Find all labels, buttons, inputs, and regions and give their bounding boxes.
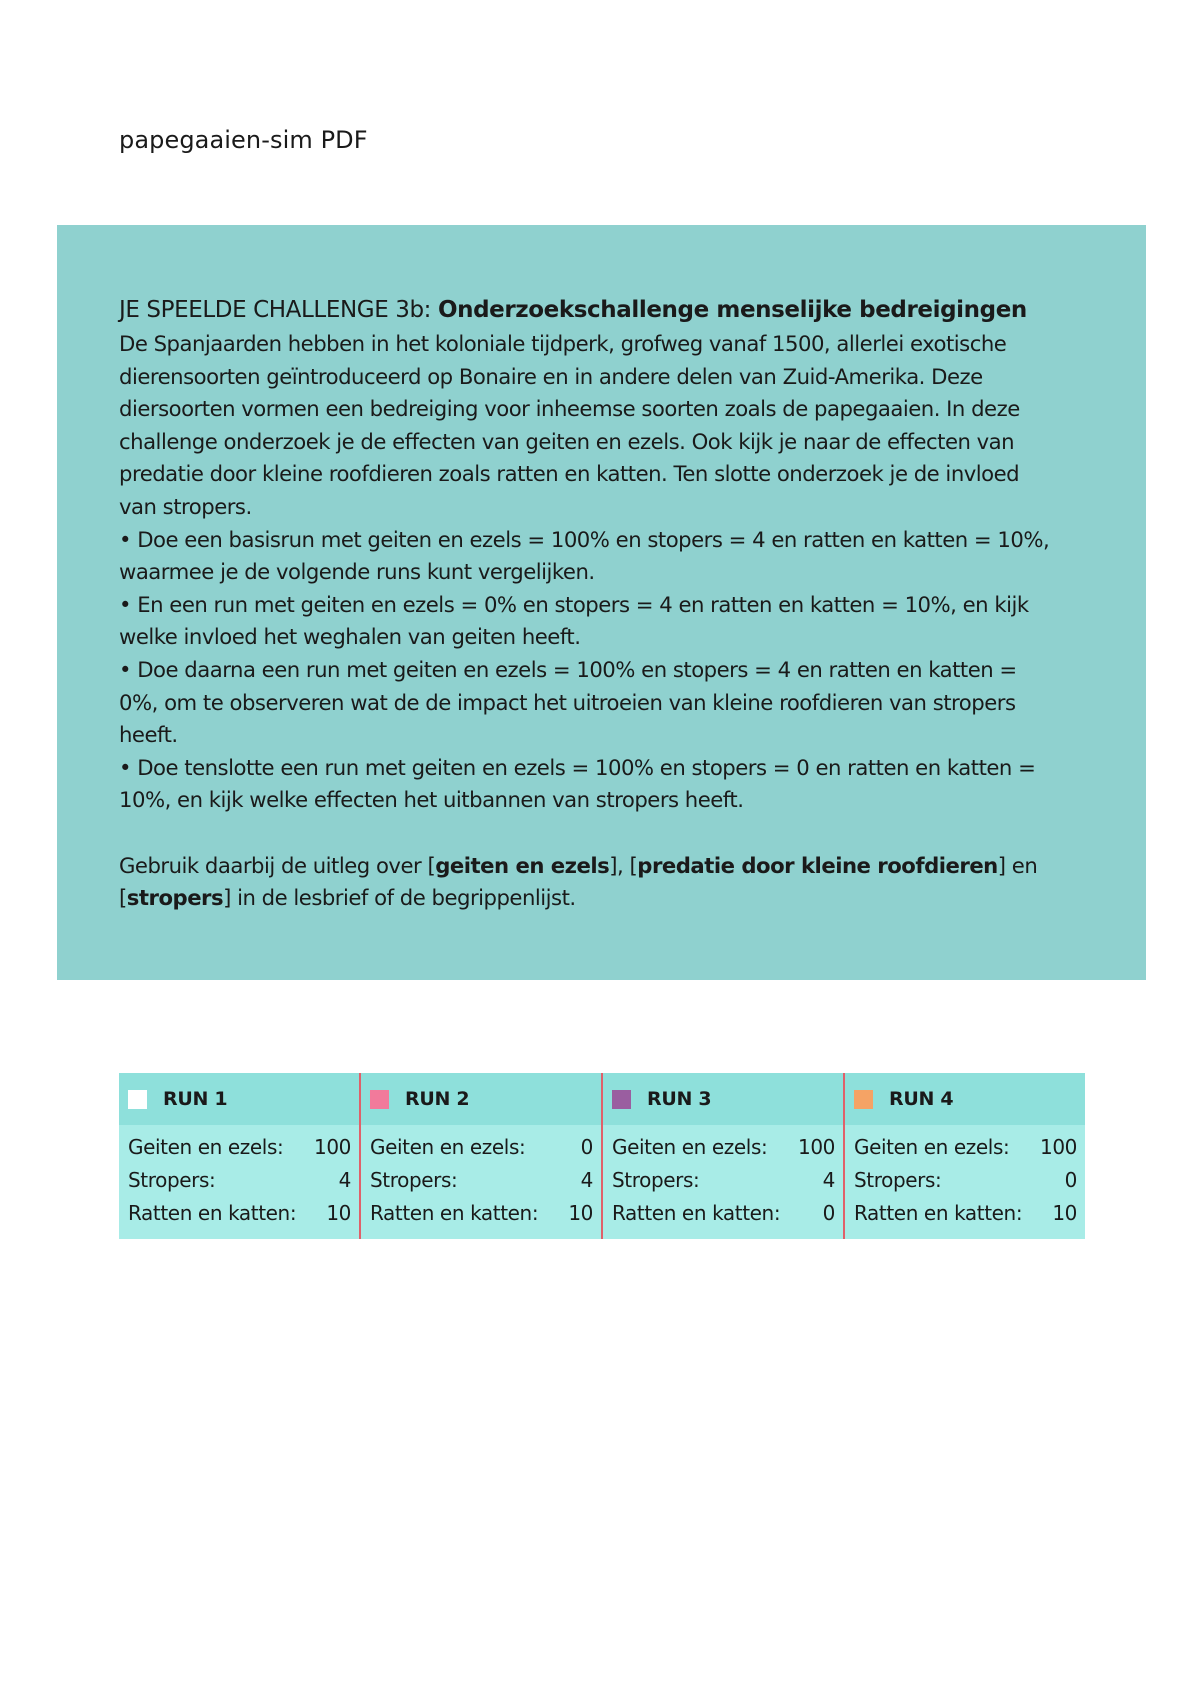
- run-setting-row: [370, 1164, 593, 1197]
- intro-line: predatie door kleine roofdieren zoals ratten en katten. Ten slotte onderzoek je de invloed: [119, 461, 1020, 487]
- setting-value: 4: [822, 1168, 835, 1192]
- challenge-box: [57, 225, 1146, 980]
- link-term-predatie: predatie door kleine roofdieren: [637, 852, 998, 878]
- link-term-geiten-en-ezels: geiten en ezels: [435, 852, 610, 878]
- document-title: papegaaien-sim PDF: [119, 126, 368, 154]
- run-setting-row: [128, 1164, 351, 1197]
- run-column-2: [359, 1073, 601, 1239]
- run-settings: [119, 1125, 359, 1239]
- setting-label: Stropers:: [612, 1168, 700, 1192]
- run-color-swatch: [854, 1090, 873, 1109]
- run-column-1: [119, 1073, 359, 1239]
- run-setting-row: [612, 1131, 835, 1164]
- run-settings: [361, 1125, 601, 1239]
- setting-label: Geiten en ezels:: [128, 1135, 284, 1159]
- intro-line: De Spanjaarden hebben in het koloniale tijdperk, grofweg vanaf 1500, allerlei exotische: [119, 331, 1007, 356]
- challenge-intro: [119, 328, 1086, 524]
- run-column-4: [843, 1073, 1085, 1239]
- run-setting-row: [128, 1197, 351, 1230]
- paragraph-spacer: [119, 817, 1086, 850]
- challenge-heading-subtitle: Onderzoekschallenge menselijke bedreigingen: [437, 297, 1027, 323]
- run-setting-row: [128, 1131, 351, 1164]
- run-title: RUN 4: [889, 1088, 954, 1110]
- usage-text: ], [: [609, 852, 638, 878]
- usage-line: [119, 850, 1086, 883]
- run-setting-row: [854, 1131, 1077, 1164]
- run-title: RUN 3: [647, 1088, 712, 1110]
- run-settings: [603, 1125, 843, 1239]
- setting-label: Stropers:: [854, 1168, 942, 1192]
- setting-label: Stropers:: [128, 1168, 216, 1192]
- run-setting-row: [370, 1197, 593, 1230]
- run-color-swatch: [370, 1090, 389, 1109]
- usage-text: Gebruik daarbij de uitleg over [: [119, 852, 436, 878]
- setting-value: 0: [1064, 1168, 1077, 1192]
- setting-label: Geiten en ezels:: [854, 1135, 1010, 1159]
- setting-label: Ratten en katten:: [612, 1201, 781, 1225]
- run-color-swatch: [128, 1090, 147, 1109]
- setting-value: 100: [798, 1135, 835, 1159]
- run-header: [119, 1073, 359, 1125]
- run-column-3: [601, 1073, 843, 1239]
- intro-line: diersoorten vormen een bedreiging voor inheemse soorten zoals de papegaaien. In deze: [119, 396, 1020, 422]
- setting-value: 4: [580, 1168, 593, 1192]
- setting-value: 100: [1040, 1135, 1077, 1159]
- usage-text: [: [119, 885, 127, 911]
- challenge-instructions: [119, 524, 1086, 817]
- run-color-swatch: [612, 1090, 631, 1109]
- usage-line: [119, 882, 1086, 915]
- run-setting-row: [612, 1164, 835, 1197]
- setting-value: 0: [580, 1135, 593, 1159]
- setting-label: Geiten en ezels:: [370, 1135, 526, 1159]
- run-header: [845, 1073, 1085, 1125]
- link-term-stropers: stropers: [126, 885, 224, 911]
- setting-label: Ratten en katten:: [370, 1201, 539, 1225]
- setting-label: Ratten en katten:: [854, 1201, 1023, 1225]
- run-header: [361, 1073, 601, 1125]
- run-header: [603, 1073, 843, 1125]
- run-title: RUN 2: [405, 1088, 470, 1110]
- run-title: RUN 1: [163, 1088, 228, 1110]
- setting-value: 4: [338, 1168, 351, 1192]
- instruction-line: heeft.: [119, 722, 178, 748]
- instruction-line: • En een run met geiten en ezels = 0% en stopers = 4 en ratten en katten = 10%, en kijk: [119, 591, 1029, 617]
- instruction-line: 10%, en kijk welke effecten het uitbannen van stropers heeft.: [119, 787, 744, 813]
- run-setting-row: [370, 1131, 593, 1164]
- challenge-heading-lead: JE SPEELDE CHALLENGE 3b:: [119, 297, 432, 323]
- setting-value: 10: [326, 1201, 351, 1225]
- usage-text: ] in de lesbrief of de begrippenlijst.: [223, 885, 576, 911]
- instruction-line: waarmee je de volgende runs kunt vergelijken.: [119, 559, 595, 585]
- setting-label: Geiten en ezels:: [612, 1135, 768, 1159]
- instruction-line: • Doe daarna een run met geiten en ezels = 100% en stopers = 4 en ratten en katten =: [119, 656, 1017, 682]
- instruction-line: welke invloed het weghalen van geiten heeft.: [119, 624, 581, 650]
- run-settings: [845, 1125, 1085, 1239]
- run-setting-row: [612, 1197, 835, 1230]
- challenge-heading: [119, 293, 1086, 327]
- intro-line: challenge onderzoek je de effecten van geiten en ezels. Ook kijk je naar de effecten van: [119, 428, 1015, 454]
- instruction-line: 0%, om te observeren wat de de impact het uitroeien van kleine roofdieren van stropers: [119, 689, 1016, 715]
- setting-value: 0: [822, 1201, 835, 1225]
- instruction-line: • Doe een basisrun met geiten en ezels = 100% en stopers = 4 en ratten en katten = 10%,: [119, 526, 1050, 552]
- setting-label: Ratten en katten:: [128, 1201, 297, 1225]
- intro-line: dierensoorten geïntroduceerd op Bonaire en in andere delen van Zuid-Amerika. Deze: [119, 363, 983, 389]
- setting-label: Stropers:: [370, 1168, 458, 1192]
- instruction-line: • Doe tenslotte een run met geiten en ezels = 100% en stopers = 0 en ratten en katten =: [119, 754, 1036, 780]
- setting-value: 100: [314, 1135, 351, 1159]
- usage-text: ] en: [997, 852, 1038, 878]
- challenge-usage-note: [119, 850, 1086, 915]
- run-setting-row: [854, 1164, 1077, 1197]
- run-setting-row: [854, 1197, 1077, 1230]
- intro-line: van stropers.: [119, 493, 252, 519]
- setting-value: 10: [1052, 1201, 1077, 1225]
- setting-value: 10: [568, 1201, 593, 1225]
- runs-table: [119, 1073, 1085, 1239]
